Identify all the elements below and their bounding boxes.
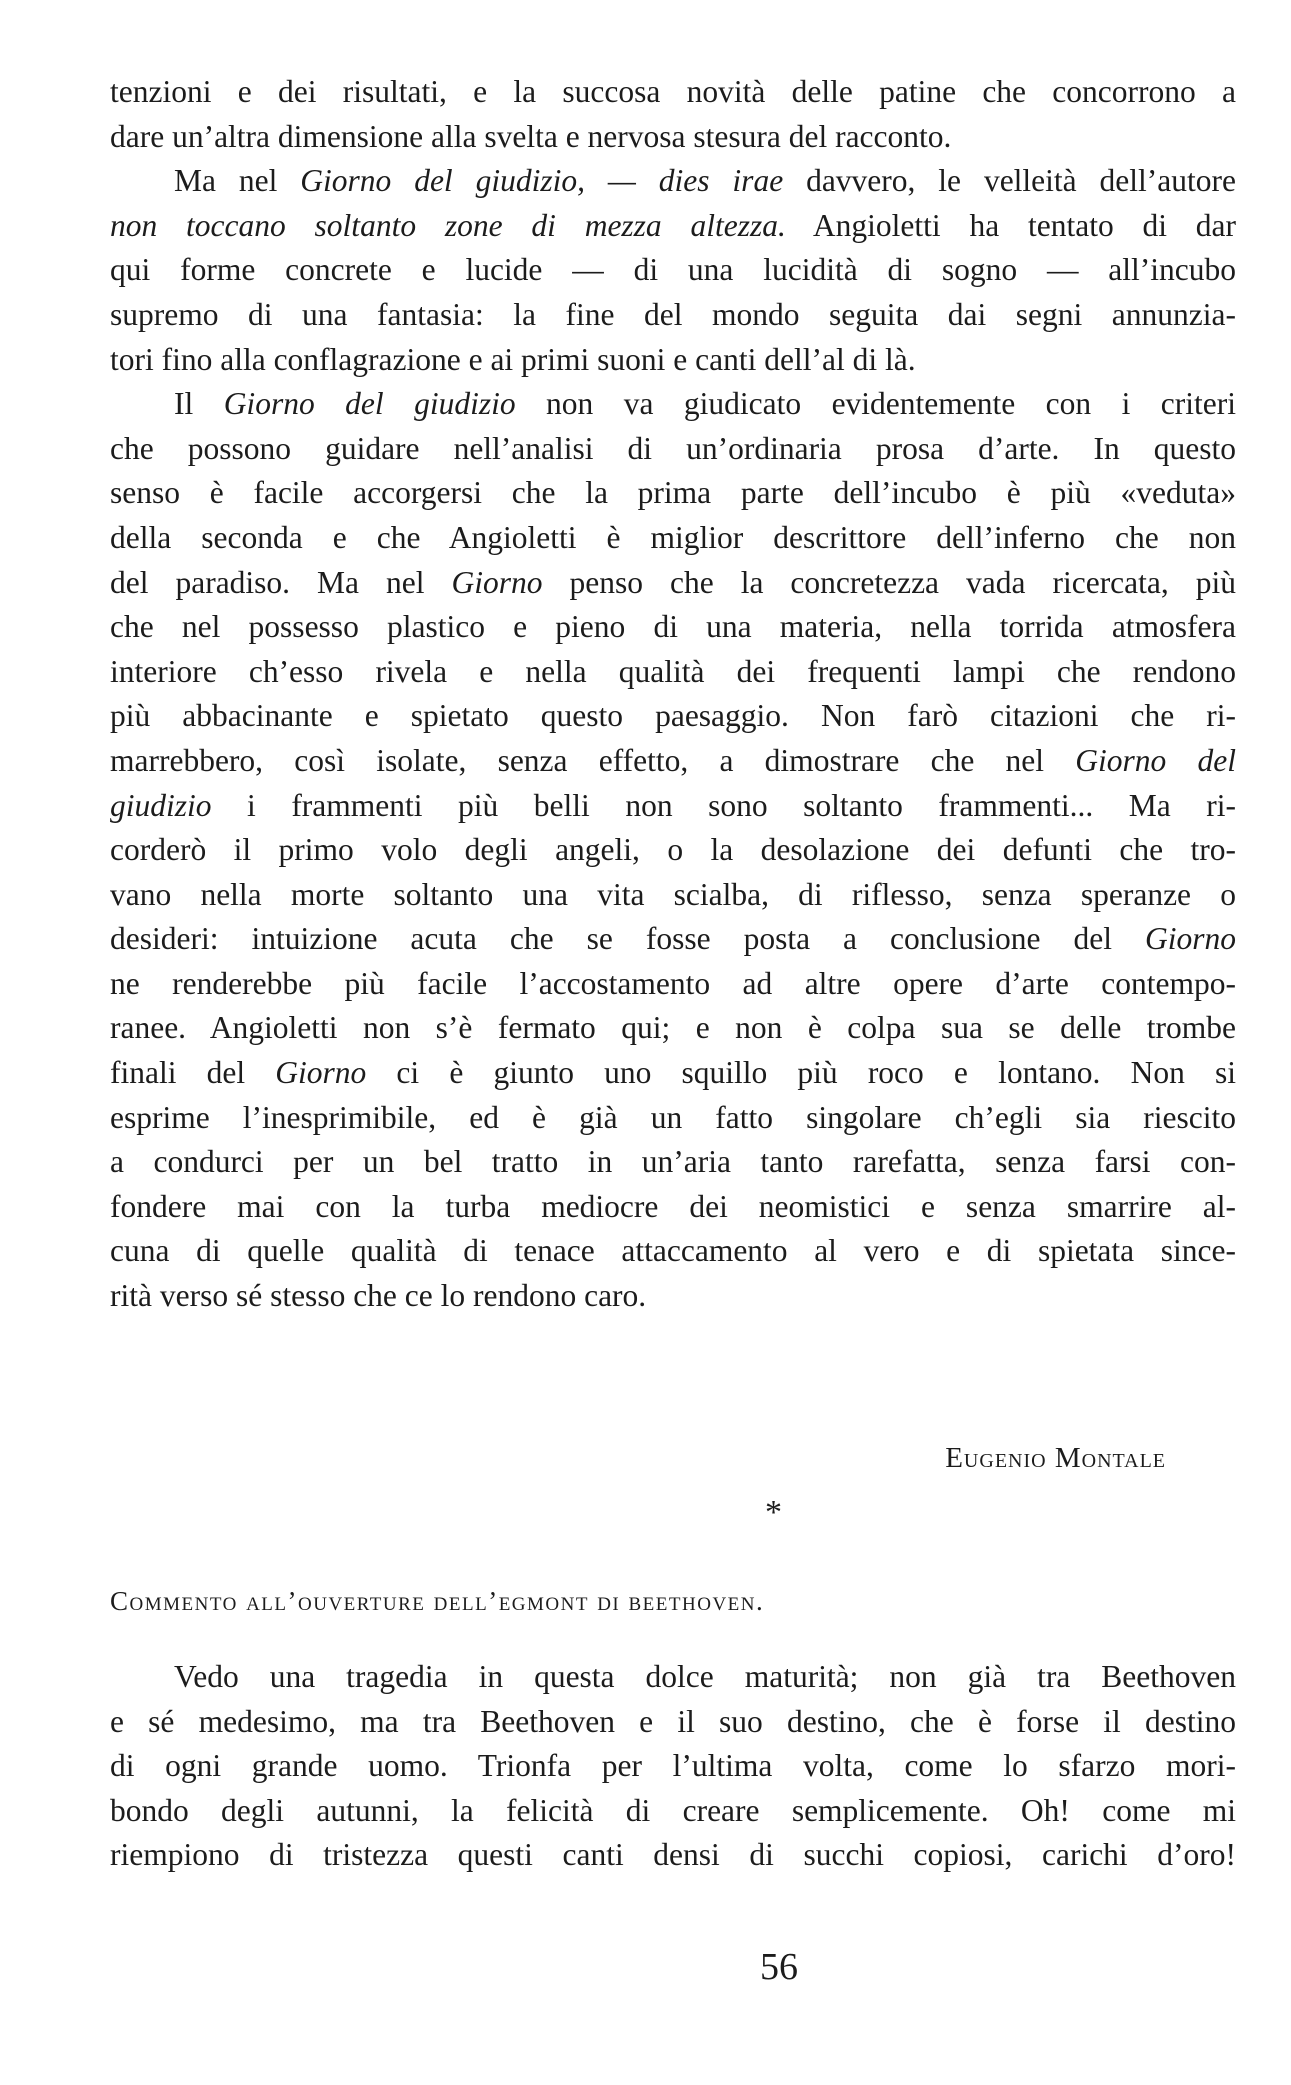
section-heading: Commento all’ouverture dell’egmont di beethoven. bbox=[110, 1586, 765, 1616]
text-line bbox=[110, 1051, 1236, 1096]
text-segment: cuna di quelle qualità di tenace attaccamento al vero e di spietata since- bbox=[110, 1233, 1236, 1269]
text-line bbox=[110, 70, 1236, 115]
italic-text: Giorno del bbox=[1075, 742, 1237, 778]
essay-egmont-text bbox=[110, 1655, 1236, 1878]
text-line bbox=[110, 1833, 1236, 1878]
italic-text: Giorno bbox=[275, 1055, 367, 1091]
text-segment: ci è giunto uno squillo più roco e lontano. Non si bbox=[366, 1055, 1236, 1091]
text-segment: desideri: intuizione acuta che se fosse posta a conclusione del bbox=[110, 921, 1145, 957]
italic-text: non toccano soltanto zone di mezza altezza. bbox=[110, 207, 786, 243]
text-line bbox=[110, 248, 1236, 293]
page-body bbox=[110, 70, 1237, 1988]
text-segment: del paradiso. Ma nel bbox=[110, 564, 452, 600]
text-segment: Il bbox=[174, 386, 224, 422]
text-line bbox=[110, 204, 1236, 249]
text-line bbox=[110, 917, 1236, 962]
text-segment: tori fino alla conflagrazione e ai primi suoni e canti dell’al di là. bbox=[110, 341, 916, 377]
text-segment: ne renderebbe più facile l’accostamento ad altre opere d’arte contempo- bbox=[110, 965, 1236, 1001]
text-line bbox=[110, 561, 1236, 606]
text-line bbox=[110, 159, 1236, 204]
text-line bbox=[110, 293, 1236, 338]
text-segment: rità verso sé stesso che ce lo rendono caro. bbox=[110, 1278, 647, 1314]
text-segment: che nel possesso plastico e pieno di una materia, nella torrida atmosfera bbox=[110, 609, 1236, 645]
text-line bbox=[110, 338, 1236, 383]
italic-text: Giorno bbox=[1144, 921, 1236, 957]
author-signature: Eugenio Montale bbox=[945, 1442, 1166, 1474]
text-line bbox=[110, 1229, 1236, 1274]
text-line bbox=[110, 694, 1236, 739]
text-segment: che possono guidare nell’analisi di un’ordinaria prosa d’arte. In questo bbox=[110, 430, 1236, 466]
italic-text: Giorno del giudizio, — dies irae bbox=[300, 163, 784, 199]
text-segment: di ogni grande uomo. Trionfa per l’ultima volta, come lo sfarzo mori- bbox=[110, 1748, 1236, 1784]
italic-text: Giorno bbox=[451, 564, 543, 600]
essay-montale-text bbox=[110, 70, 1236, 1319]
text-line bbox=[110, 828, 1236, 873]
text-segment: qui forme concrete e lucide — di una lucidità di sogno — all’incubo bbox=[110, 252, 1236, 288]
text-segment: vano nella morte soltanto una vita scialba, di riflesso, senza speranze o bbox=[110, 876, 1236, 912]
text-line bbox=[110, 1655, 1236, 1700]
text-segment: e sé medesimo, ma tra Beethoven e il suo destino, che è forse il destino bbox=[110, 1703, 1236, 1739]
text-line bbox=[110, 873, 1236, 918]
text-line bbox=[110, 427, 1236, 472]
text-segment: Vedo una tragedia in questa dolce maturità; non già tra Beethoven bbox=[174, 1659, 1236, 1694]
text-segment: marrebbero, così isolate, senza effetto, a dimostrare che nel bbox=[110, 742, 1076, 778]
text-segment: tenzioni e dei risultati, e la succosa novità delle patine che concorrono a bbox=[110, 74, 1236, 109]
italic-text: giudizio bbox=[110, 787, 212, 823]
text-segment: non va giudicato evidentemente con i criteri bbox=[515, 386, 1236, 422]
text-line bbox=[110, 739, 1236, 784]
text-segment: senso è facile accorgersi che la prima parte dell’incubo è più «veduta» bbox=[110, 475, 1236, 511]
text-line bbox=[110, 650, 1236, 695]
text-line bbox=[110, 962, 1236, 1007]
text-segment: supremo di una fantasia: la fine del mondo seguita dai segni annunzia- bbox=[110, 296, 1236, 332]
text-line bbox=[110, 1274, 1236, 1319]
text-segment: corderò il primo volo degli angeli, o la desolazione dei defunti che tro- bbox=[110, 832, 1236, 868]
text-segment: davvero, le velleità dell’autore bbox=[783, 163, 1236, 199]
text-segment: riempiono di tristezza questi canti densi di succhi copiosi, carichi d’oro! bbox=[110, 1837, 1236, 1873]
text-line bbox=[110, 784, 1236, 829]
text-segment: Angioletti ha tentato di dar bbox=[785, 207, 1237, 243]
text-segment: Ma nel bbox=[174, 163, 301, 199]
text-segment: esprime l’inesprimibile, ed è già un fatto singolare ch’egli sia riescito bbox=[110, 1099, 1236, 1135]
text-line bbox=[110, 605, 1236, 650]
page-number: 56 bbox=[760, 1946, 798, 1988]
text-line bbox=[110, 1700, 1236, 1745]
text-line bbox=[110, 115, 1236, 160]
text-line bbox=[110, 1744, 1236, 1789]
text-line bbox=[110, 471, 1236, 516]
text-segment: della seconda e che Angioletti è miglior descrittore dell’inferno che non bbox=[110, 519, 1236, 555]
text-segment: i frammenti più belli non sono soltanto frammenti... Ma ri- bbox=[211, 787, 1236, 823]
text-segment: ranee. Angioletti non s’è fermato qui; e non è colpa sua se delle trombe bbox=[110, 1010, 1236, 1046]
text-segment: a condurci per un bel tratto in un’aria tanto rarefatta, senza farsi con- bbox=[110, 1144, 1236, 1180]
italic-text: Giorno del giudizio bbox=[223, 386, 516, 422]
text-segment: penso che la concretezza vada ricercata, più bbox=[542, 564, 1236, 600]
section-separator: * bbox=[765, 1494, 782, 1531]
text-segment: bondo degli autunni, la felicità di creare semplicemente. Oh! come mi bbox=[110, 1792, 1236, 1828]
text-line bbox=[110, 1789, 1236, 1834]
text-segment: dare un’altra dimensione alla svelta e nervosa stesura del racconto. bbox=[110, 118, 952, 154]
text-line bbox=[110, 1096, 1236, 1141]
text-segment: interiore ch’esso rivela e nella qualità dei frequenti lampi che rendono bbox=[110, 653, 1236, 689]
text-line bbox=[110, 516, 1236, 561]
text-segment: più abbacinante e spietato questo paesaggio. Non farò citazioni che ri- bbox=[110, 698, 1236, 734]
text-line bbox=[110, 1006, 1236, 1051]
text-segment: fondere mai con la turba mediocre dei neomistici e senza smarrire al- bbox=[110, 1188, 1236, 1224]
text-line bbox=[110, 1140, 1236, 1185]
text-line bbox=[110, 382, 1236, 427]
text-segment: finali del bbox=[110, 1055, 276, 1091]
text-line bbox=[110, 1185, 1236, 1230]
